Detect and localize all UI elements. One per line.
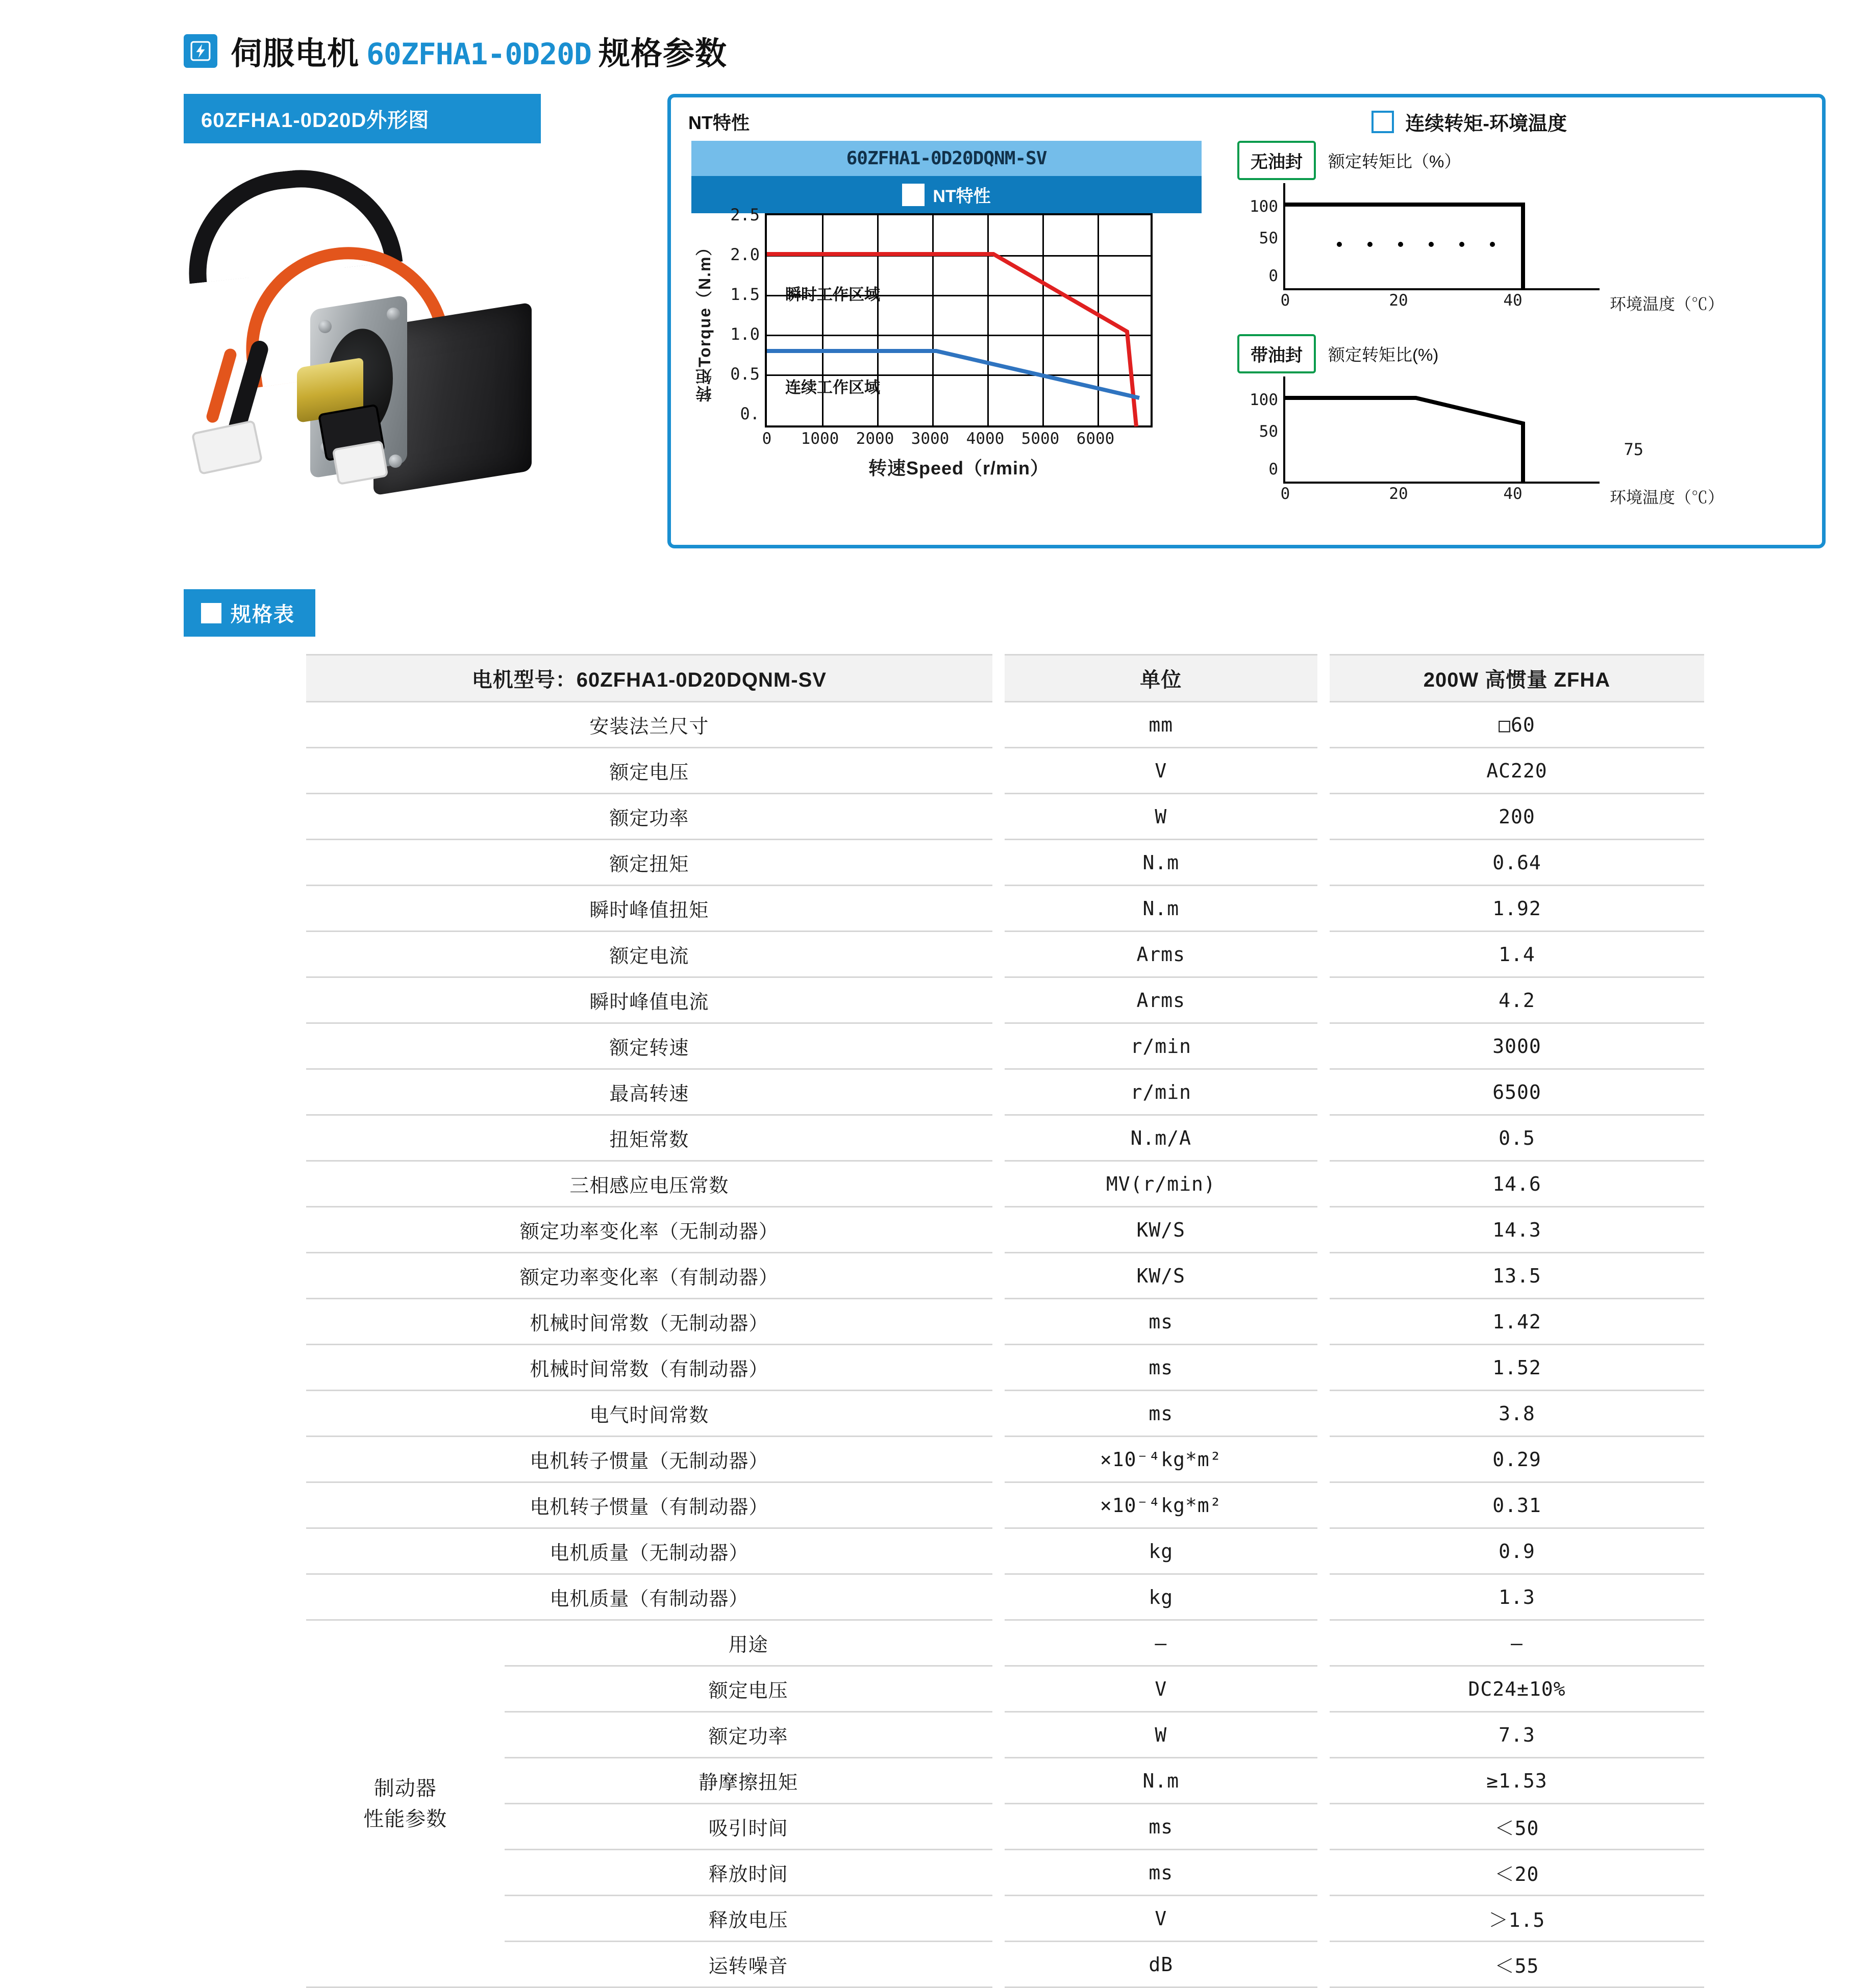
- connector-white-icon: [191, 420, 263, 475]
- row-label: 电气时间常数: [306, 1391, 999, 1437]
- row-unit: W: [999, 1712, 1324, 1758]
- table-row: [306, 932, 1704, 977]
- flange-screw-icon: [387, 308, 400, 321]
- row-label: 电机质量（无制动器）: [306, 1528, 999, 1574]
- nt-x-axis-label: 转速Speed（r/min）: [868, 458, 1050, 479]
- y-tick: 50: [1259, 229, 1278, 247]
- square-bullet-icon: [201, 603, 221, 623]
- row-unit: N.m: [999, 840, 1324, 886]
- row-value: 0.31: [1324, 1482, 1704, 1528]
- temperature-charts: [1237, 141, 1778, 527]
- row-value: 1.4: [1324, 932, 1704, 977]
- table-row: [306, 702, 1704, 748]
- row-label: 瞬时峰值电流: [306, 977, 999, 1023]
- row-value: 0.29: [1324, 1437, 1704, 1482]
- row-unit: N.m: [999, 1758, 1324, 1804]
- lightning-badge-icon: [184, 34, 217, 68]
- row-label: 额定功率变化率（无制动器）: [306, 1207, 999, 1253]
- row-label: 三相感应电压常数: [306, 1161, 999, 1207]
- row-value: DC24±10%: [1324, 1666, 1704, 1712]
- row-unit: MV(r/min): [999, 1161, 1324, 1207]
- row-value: 1.52: [1324, 1345, 1704, 1391]
- row-unit: V: [999, 1896, 1324, 1942]
- row-value: 1.92: [1324, 886, 1704, 932]
- y-tick: 2.5: [730, 205, 760, 224]
- temp-y-axis-label: 额定转矩比(%): [1328, 345, 1439, 364]
- temp-curve-no-seal: [1283, 183, 1602, 290]
- row-label: 最高转速: [306, 1069, 999, 1115]
- x-tick: 20: [1389, 485, 1408, 503]
- nt-chart-subtitle: [691, 176, 1202, 213]
- row-value: —: [1324, 1620, 1704, 1666]
- row-label: 机械时间常数（有制动器）: [306, 1345, 999, 1391]
- row-label: 扭矩常数: [306, 1115, 999, 1161]
- table-row: [306, 1207, 1704, 1253]
- y-tick: 100: [1250, 391, 1278, 409]
- table-row: [306, 1528, 1704, 1574]
- nt-annotation-continuous: 连续工作区域: [785, 379, 880, 396]
- row-unit: ms: [999, 1345, 1324, 1391]
- row-unit: r/min: [999, 1023, 1324, 1069]
- x-tick: 40: [1503, 291, 1523, 310]
- row-value: 1.3: [1324, 1574, 1704, 1620]
- table-row: [306, 886, 1704, 932]
- row-unit: ms: [999, 1804, 1324, 1850]
- row-unit: KW/S: [999, 1207, 1324, 1253]
- row-unit: V: [999, 748, 1324, 794]
- spec-section: [0, 589, 1871, 637]
- page-title: [231, 28, 727, 73]
- nt-curves: [767, 215, 1155, 430]
- x-tick: 0: [762, 430, 772, 448]
- table-row: [306, 1666, 1704, 1712]
- y-tick: 0: [1268, 267, 1278, 285]
- row-value: 14.6: [1324, 1161, 1704, 1207]
- y-tick: 1.5: [730, 285, 760, 304]
- temp-plot-area-no-seal: [1283, 183, 1600, 290]
- row-unit: Arms: [999, 932, 1324, 977]
- row-label: 运转噪音: [505, 1942, 999, 1987]
- row-unit: KW/S: [999, 1253, 1324, 1299]
- row-label: 用途: [505, 1620, 999, 1666]
- nt-y-axis-label: 转矩Torque（N.m）: [695, 238, 714, 402]
- row-label: 额定电流: [306, 932, 999, 977]
- temp-chart-with-seal: [1237, 334, 1778, 510]
- row-value: ＜55: [1324, 1942, 1704, 1987]
- row-label: 电机质量（有制动器）: [306, 1574, 999, 1620]
- y-tick: 0: [1268, 460, 1278, 479]
- row-value: 1.42: [1324, 1299, 1704, 1345]
- table-row: [306, 1804, 1704, 1850]
- temp-x-axis-label: 环境温度（℃）: [1610, 488, 1725, 507]
- outline-column: [184, 94, 628, 559]
- row-unit: W: [999, 794, 1324, 840]
- table-row: [306, 1482, 1704, 1528]
- table-row: [306, 794, 1704, 840]
- row-value: ≥1.53: [1324, 1758, 1704, 1804]
- row-label: 额定功率变化率（有制动器）: [306, 1253, 999, 1299]
- row-value: 7.3: [1324, 1712, 1704, 1758]
- row-value: 4.2: [1324, 977, 1704, 1023]
- table-row: [306, 1758, 1704, 1804]
- nt-subtitle-text: NT特性: [933, 187, 991, 206]
- x-tick: 4000: [966, 430, 1005, 448]
- table-row: [306, 1620, 1704, 1666]
- row-unit: —: [999, 1620, 1324, 1666]
- temp-plot-area-with-seal: [1283, 376, 1643, 484]
- table-row: [306, 1345, 1704, 1391]
- table-row: [306, 1896, 1704, 1942]
- y-tick: 100: [1250, 197, 1278, 216]
- table-row: [306, 1391, 1704, 1437]
- title-suffix: 规格参数: [598, 36, 727, 71]
- document-header: [0, 0, 1871, 73]
- row-unit: V: [999, 1666, 1324, 1712]
- temp-y-ticks: [1237, 183, 1283, 290]
- row-label: 额定电压: [306, 748, 999, 794]
- x-tick: 0: [1280, 291, 1290, 310]
- row-unit: ms: [999, 1391, 1324, 1437]
- row-unit: ms: [999, 1299, 1324, 1345]
- x-tick: 20: [1389, 291, 1408, 310]
- table-row: [306, 1069, 1704, 1115]
- table-row: [306, 748, 1704, 794]
- nt-x-ticks: [762, 427, 1153, 454]
- specification-table: [306, 654, 1704, 1988]
- row-label: 吸引时间: [505, 1804, 999, 1850]
- table-row: [306, 1712, 1704, 1758]
- temp-y-axis-label: 额定转矩比（%）: [1328, 152, 1461, 171]
- header-model: 电机型号：60ZFHA1-0D20DQNM-SV: [306, 655, 999, 702]
- row-label: 机械时间常数（无制动器）: [306, 1299, 999, 1345]
- table-row: [306, 1161, 1704, 1207]
- header-unit: 单位: [999, 655, 1324, 702]
- with-oil-seal-badge: 带油封: [1237, 334, 1316, 373]
- temp-y-ticks: [1237, 376, 1283, 484]
- top-section: [0, 94, 1871, 559]
- temp-x-axis-label: 环境温度（℃）: [1610, 295, 1725, 313]
- square-bullet-icon: [902, 184, 925, 206]
- title-prefix: 伺服电机: [231, 36, 360, 71]
- row-value: 14.3: [1324, 1207, 1704, 1253]
- x-tick: 0: [1280, 485, 1290, 503]
- row-label: 额定扭矩: [306, 840, 999, 886]
- x-tick: 2000: [856, 430, 894, 448]
- y-tick: 2.0: [730, 245, 760, 264]
- row-unit: kg: [999, 1528, 1324, 1574]
- no-oil-seal-badge: 无油封: [1237, 141, 1316, 180]
- row-unit: ×10⁻⁴kg*m²: [999, 1482, 1324, 1528]
- y-tick: 0.: [740, 404, 760, 423]
- temp-data-label-75: 75: [1624, 440, 1643, 459]
- row-label: 电机转子惯量（无制动器）: [306, 1437, 999, 1482]
- row-value: 0.5: [1324, 1115, 1704, 1161]
- row-value: 0.9: [1324, 1528, 1704, 1574]
- table-row: [306, 840, 1704, 886]
- row-label: 释放时间: [505, 1850, 999, 1896]
- square-bullet-icon: [1371, 111, 1394, 133]
- charts-panel: [667, 94, 1826, 548]
- nt-y-ticks: [718, 205, 765, 427]
- outline-tab-label: 60ZFHA1-0D20D外形图: [184, 94, 541, 143]
- temperature-panel-label: 连续转矩-环境温度: [1405, 113, 1567, 135]
- row-label: 瞬时峰值扭矩: [306, 886, 999, 932]
- row-value: 13.5: [1324, 1253, 1704, 1299]
- row-value: ＜50: [1324, 1804, 1704, 1850]
- table-row: [306, 1850, 1704, 1896]
- x-tick: 3000: [911, 430, 950, 448]
- row-unit: N.m: [999, 886, 1324, 932]
- row-value: AC220: [1324, 748, 1704, 794]
- table-header-row: [306, 655, 1704, 702]
- title-model: 60ZFHA1-0D20D: [366, 37, 591, 71]
- nt-chart: [691, 141, 1202, 527]
- row-unit: mm: [999, 702, 1324, 748]
- table-row: [306, 1299, 1704, 1345]
- temp-chart-no-seal: [1237, 141, 1778, 317]
- row-unit: ×10⁻⁴kg*m²: [999, 1437, 1324, 1482]
- x-tick: 40: [1503, 485, 1523, 503]
- table-row: [306, 1253, 1704, 1299]
- nt-panel-label: NT特性: [688, 112, 750, 133]
- row-label: 电机转子惯量（有制动器）: [306, 1482, 999, 1528]
- y-tick: 0.5: [730, 364, 760, 384]
- row-value: 3000: [1324, 1023, 1704, 1069]
- brake-group-line2: 性能参数: [363, 1807, 447, 1830]
- row-value: ＞1.5: [1324, 1896, 1704, 1942]
- nt-plot-area: [765, 213, 1153, 427]
- row-label: 额定功率: [306, 794, 999, 840]
- row-label: 安装法兰尺寸: [306, 702, 999, 748]
- row-value: 200: [1324, 794, 1704, 840]
- row-label: 额定电压: [505, 1666, 999, 1712]
- flange-screw-icon: [389, 455, 402, 468]
- temp-x-ticks-with-seal: [1280, 484, 1732, 510]
- row-unit: N.m/A: [999, 1115, 1324, 1161]
- y-tick: 1.0: [730, 324, 760, 344]
- flange-screw-icon: [318, 320, 332, 333]
- row-unit: Arms: [999, 977, 1324, 1023]
- x-tick: 5000: [1021, 430, 1060, 448]
- row-label: 额定功率: [505, 1712, 999, 1758]
- x-tick: 6000: [1076, 430, 1115, 448]
- temp-x-ticks-no-seal: [1280, 290, 1732, 317]
- brake-group-line1: 制动器: [373, 1777, 437, 1800]
- row-label: 释放电压: [505, 1896, 999, 1942]
- header-value: 200W 高惯量 ZFHA: [1324, 655, 1704, 702]
- row-unit: kg: [999, 1574, 1324, 1620]
- row-value: 0.64: [1324, 840, 1704, 886]
- table-row: [306, 1115, 1704, 1161]
- row-unit: dB: [999, 1942, 1324, 1987]
- row-value: □60: [1324, 702, 1704, 748]
- row-label: 额定转速: [306, 1023, 999, 1069]
- table-row: [306, 977, 1704, 1023]
- nt-chart-title: 60ZFHA1-0D20DQNM-SV: [691, 141, 1202, 176]
- row-label: 静摩擦扭矩: [505, 1758, 999, 1804]
- charts-panel-header: [671, 97, 1822, 136]
- table-row: [306, 1942, 1704, 1987]
- table-row: [306, 1023, 1704, 1069]
- row-value: ＜20: [1324, 1850, 1704, 1896]
- temp-curve-with-seal: [1283, 376, 1602, 484]
- row-value: 6500: [1324, 1069, 1704, 1115]
- brake-group-label: [306, 1620, 505, 1987]
- row-unit: r/min: [999, 1069, 1324, 1115]
- table-row: [306, 1574, 1704, 1620]
- row-unit: ms: [999, 1850, 1324, 1896]
- spec-table-tab: [184, 589, 315, 637]
- motor-photo: [184, 150, 622, 559]
- spec-tab-label: 规格表: [231, 603, 295, 626]
- y-tick: 50: [1259, 422, 1278, 441]
- x-tick: 1000: [801, 430, 839, 448]
- table-row: [306, 1437, 1704, 1482]
- row-value: 3.8: [1324, 1391, 1704, 1437]
- nt-annotation-instant: 瞬时工作区域: [785, 286, 880, 304]
